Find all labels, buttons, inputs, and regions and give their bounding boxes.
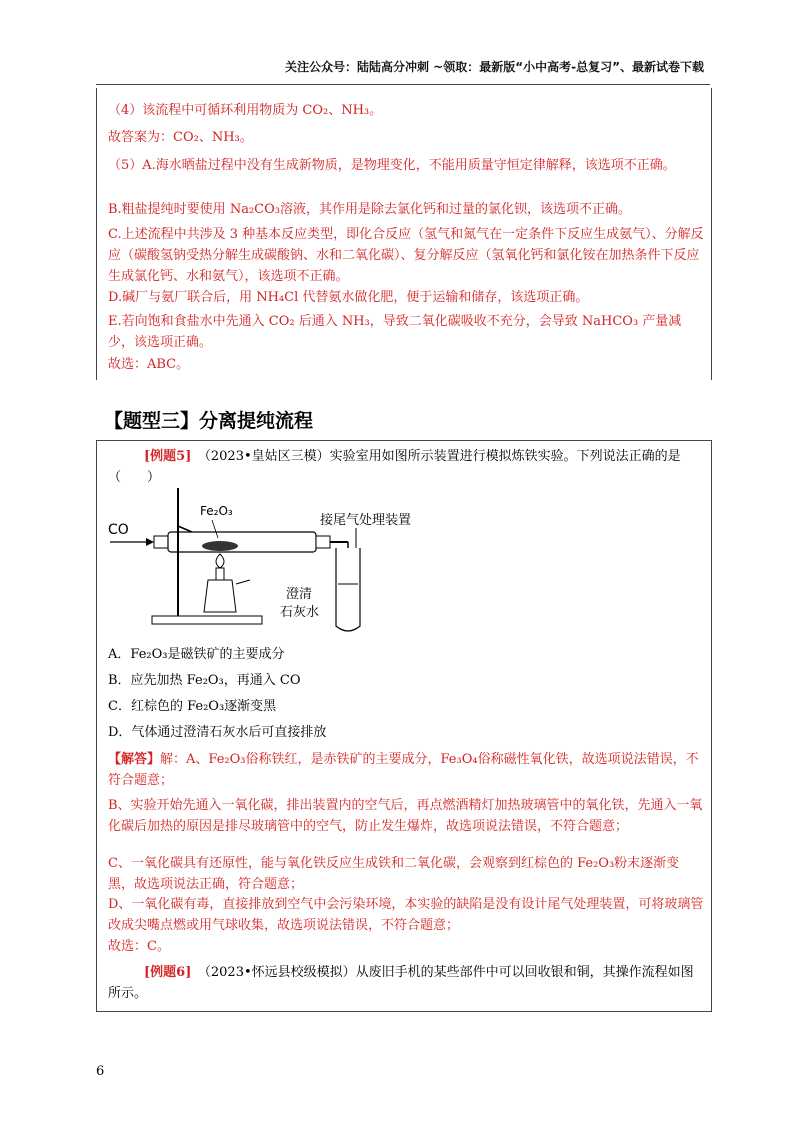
section-title: 【题型三】分离提纯流程 xyxy=(104,410,314,432)
answer-option-a: （5）A.海水晒盐过程中没有生成新物质，是物理变化，不能用质量守恒定律解释，该选项不正确。 xyxy=(108,158,676,173)
example6-label: [例题6] xyxy=(144,965,192,980)
stand-base xyxy=(152,616,262,624)
fe2o3-label: Fe₂O₃ xyxy=(200,504,233,518)
tail-gas-label: 接尾气处理装置 xyxy=(320,513,412,528)
solution-a-text: 解：A、Fe₂O₃俗称铁红，是赤铁矿的主要成分，Fe₃O₄俗称磁性氧化铁，故选项说法错误，不符合题意； xyxy=(108,752,699,788)
limewater-label-2: 石灰水 xyxy=(280,605,320,620)
answer-summary: 故答案为：CO₂、NH₃。 xyxy=(108,130,253,145)
solution-c: C、一氧化碳具有还原性，能与氧化铁反应生成铁和二氧化碳，会观察到红棕色的 Fe₂O₃粉末逐渐变黑，故选项说法正确，符合题意； xyxy=(108,856,680,892)
test-tube xyxy=(336,548,360,631)
answer-line-4: （4）该流程中可循环利用物质为 CO₂、NH₃。 xyxy=(108,103,383,118)
solution-label: 【解答】 xyxy=(108,752,161,767)
example5-stem xyxy=(108,446,704,488)
stopper-left xyxy=(154,536,168,548)
header-rule xyxy=(96,84,710,85)
arrow-head-icon xyxy=(146,538,154,546)
lamp-wick xyxy=(216,568,224,580)
example5-label: [例题5] xyxy=(144,449,192,464)
page-header: 关注公众号：陆陆高分冲刺 ~领取：最新版“小中高考-总复习”、最新试卷下载 xyxy=(285,60,704,74)
apparatus-figure xyxy=(108,488,448,638)
solution-choice: 故选：C。 xyxy=(108,939,170,954)
solution-b: B、实验开始先通入一氧化碳，排出装置内的空气后，再点燃酒精灯加热玻璃管中的氧化铁，先通入一氧化碳后加热的原因是排尽玻璃管中的空气，防止发生爆炸，故选项说法错误，不符合题意； xyxy=(108,798,703,834)
solution-d: D、一氧化碳有毒，直接排放到空气中会污染环境，本实验的缺陷是没有设计尾气处理装置，可将玻璃管改成尖嘴点燃或用气球收集，故选项说法错误，不符合题意； xyxy=(108,897,704,933)
option-b: B．应先加热 Fe₂O₃，再通入 CO xyxy=(108,673,301,688)
fe2o3-powder xyxy=(202,541,238,551)
limewater-label-1: 澄清 xyxy=(286,587,313,602)
example5-stem-text: （2023•皇姑区三模）实验室用如图所示装置进行模拟炼铁实验。下列说法正确的是（ ） xyxy=(108,449,681,485)
glass-tube xyxy=(168,532,316,552)
option-c: C．红棕色的 Fe₂O₃逐渐变黑 xyxy=(108,699,277,714)
stopper-right xyxy=(316,536,330,548)
answer-option-d: D.碱厂与氨厂联合后，用 NH₄Cl 代替氨水做化肥，便于运输和储存，该选项正确。 xyxy=(108,290,589,305)
lamp-knob xyxy=(236,580,250,584)
page-number: 6 xyxy=(96,1064,105,1079)
alcohol-lamp xyxy=(204,580,236,612)
example6-stem xyxy=(108,962,704,1004)
answer-option-e: E.若向饱和食盐水中先通入 CO₂ 后通入 NH₃，导致二氧化碳吸收不充分，会导致 NaHCO₃ 产量减少，该选项正确。 xyxy=(108,314,682,350)
answer-option-c: C.上述流程中共涉及 3 种基本反应类型，即化合反应（氢气和氮气在一定条件下反应生成氨气）、分解反应（碳酸氢钠受热分解生成碳酸钠、水和二氧化碳）、复分解反应（氢氧化钙和氯化铵在加热条件下反应生成氯化钙、水和氨气），该选项不正确。 xyxy=(108,227,704,284)
example6-stem-text: （2023•怀远县校级模拟）从废旧手机的某些部件中可以回收银和铜，其操作流程如图所示。 xyxy=(108,965,694,1001)
answer-choice: 故选：ABC。 xyxy=(108,357,190,372)
flame-icon xyxy=(216,554,224,568)
answer-option-b: B.粗盐提纯时要使用 Na₂CO₃溶液，其作用是除去氯化钙和过量的氯化钡，该选项不正确。 xyxy=(108,202,631,217)
stand-clamp xyxy=(178,526,192,532)
option-d: D．气体通过澄清石灰水后可直接排放 xyxy=(108,725,327,740)
co-label: CO xyxy=(108,522,129,538)
solution-a xyxy=(108,749,704,791)
option-a: A．Fe₂O₃是磁铁矿的主要成分 xyxy=(108,647,285,662)
